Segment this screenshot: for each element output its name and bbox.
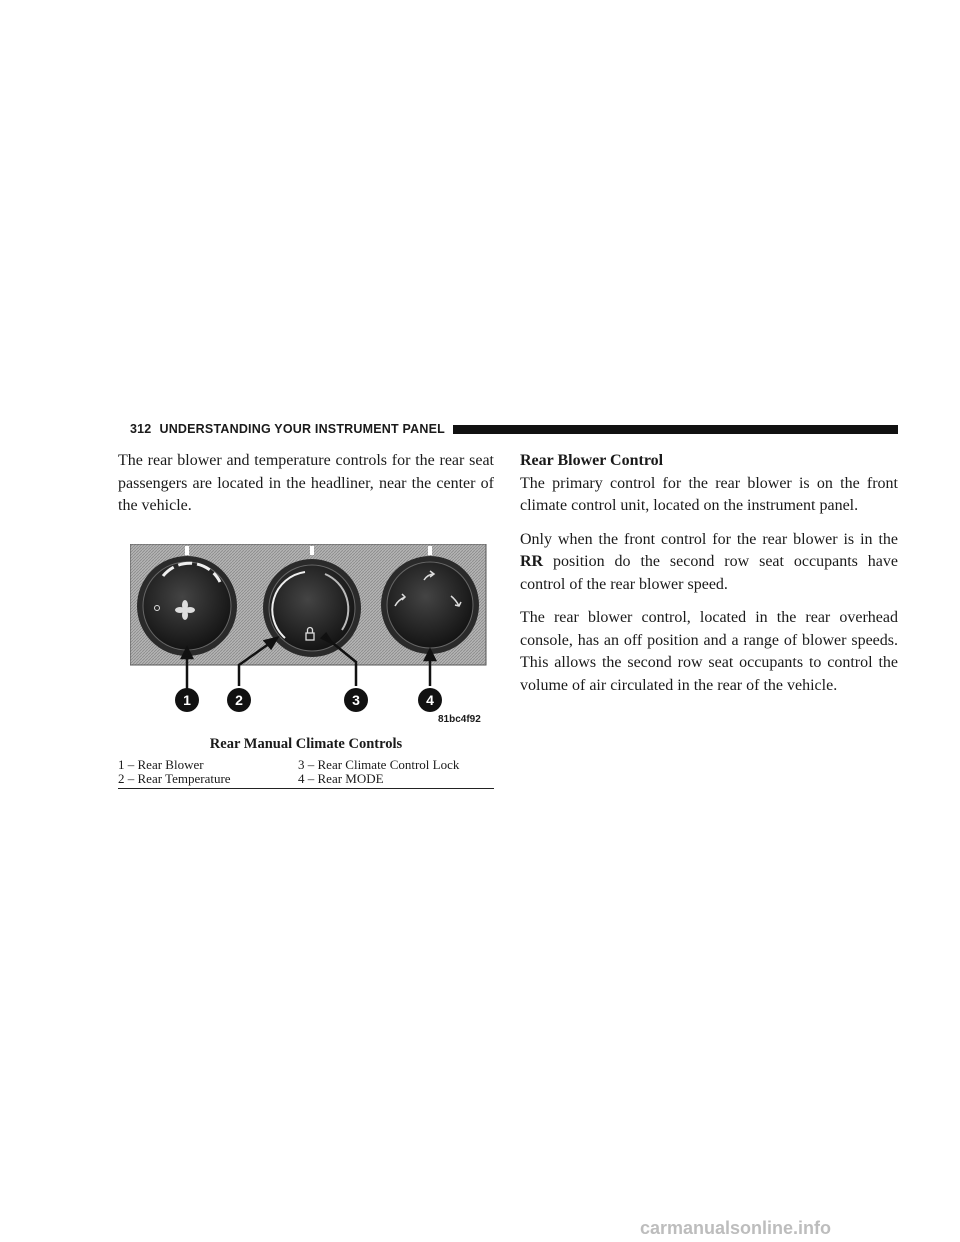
legend-row (118, 772, 494, 786)
rr-label: RR (520, 553, 544, 570)
callout-4 (418, 688, 442, 712)
rear-climate-controls-figure (130, 544, 488, 730)
paragraph-primary-control: The primary control for the rear blower is on the front climate control unit, located on the instrument panel. (520, 474, 898, 514)
intro-paragraph: The rear blower and temperature controls for the rear seat passengers are located in the headliner, near the center of the vehicle. (118, 452, 494, 514)
legend-row (118, 758, 494, 772)
figure-id: 81bc4f92 (438, 714, 481, 725)
callout-1-label: 1 (183, 692, 191, 708)
legend-item: 3 – Rear Climate Control Lock (298, 757, 460, 772)
page-number: 312 (130, 422, 152, 436)
callout-3-label: 3 (352, 692, 360, 708)
left-column (118, 450, 494, 518)
legend-item: 1 – Rear Blower (118, 757, 204, 772)
watermark: carmanualsonline.info (640, 1218, 832, 1238)
section-title: UNDERSTANDING YOUR INSTRUMENT PANEL (159, 422, 445, 436)
rr-rest-text: position do the second row seat occupants have control of the rear blower speed. (520, 553, 899, 593)
figure-legend (118, 758, 494, 789)
callout-1 (175, 688, 199, 712)
figure-title: Rear Manual Climate Controls (209, 736, 403, 752)
callout-4-label: 4 (426, 692, 434, 708)
header-rule (453, 425, 898, 434)
paragraph-rr-position (520, 529, 898, 597)
callout-3 (344, 688, 368, 712)
legend-item: 4 – Rear MODE (298, 771, 384, 786)
running-header (130, 420, 898, 438)
legend-item: 2 – Rear Temperature (118, 771, 231, 786)
callout-2-label: 2 (235, 692, 243, 708)
callout-2 (227, 688, 251, 712)
right-column (520, 450, 898, 697)
rr-lead-text: Only when the front control for the rear blower is in the (520, 530, 898, 548)
paragraph-overhead-console: The rear blower control, located in the rear overhead console, has an off position and a range of blower speeds. This allows the second row seat occupants to control the volume of air circulated in the rear of the vehicle. (520, 609, 898, 694)
subhead-rear-blower-control: Rear Blower Control (520, 452, 664, 469)
